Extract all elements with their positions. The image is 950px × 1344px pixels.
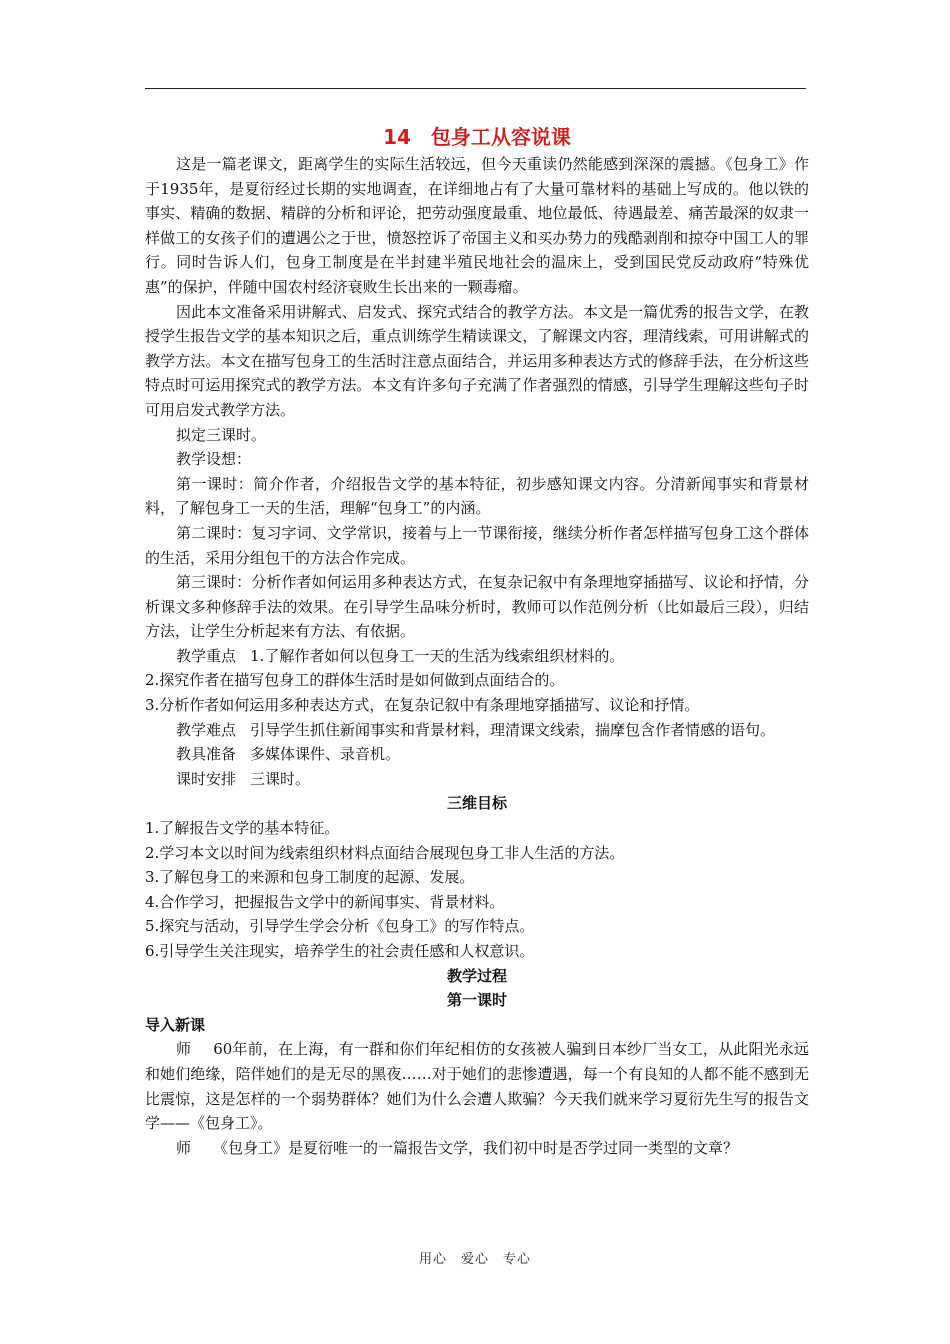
schedule-label: 课时安排 [176, 769, 237, 788]
teacher-paragraph-2 [145, 1136, 809, 1161]
schedule-text: 三课时。 [250, 769, 311, 788]
intro-paragraph-2: 因此本文准备采用讲解式、启发式、探究式结合的教学方法。本文是一篇优秀的报告文学，在教授学生报告文学的基本知识之后，重点训练学生精读课文，了解课文内容，理清线索，可用讲解式的教学方法。本文在描写包身工的生活时注意点面结合，并运用多种表达方式的修辞手法，在分析这些特点时可运用探究式的教学方法。本文有许多句子充满了作者强烈的情感，引导学生理解这些句子时可用启发式教学方法。 [145, 302, 809, 419]
tools-label: 教具准备 [176, 745, 237, 764]
focus-line [145, 644, 809, 669]
intro-paragraph-3: 拟定三课时。 [176, 425, 267, 444]
focus-item-2: 2.探究作者在描写包身工的群体生活时是如何做到点面结合的。 [145, 671, 565, 690]
speaker-label: 师 [176, 1138, 192, 1157]
focus-item-3: 3.分析作者如何运用多种表达方式，在复杂记叙中有条理地穿插描写、议论和抒情。 [145, 696, 700, 715]
intro-paragraph-7: 第三课时：分析作者如何运用多种表达方式，在复杂记叙中有条理地穿插描写、议论和抒情，分析课文多种修辞手法的效果。在引导学生品味分析时，教师可以作范例分析（比如最后三段），归结方法，让学生分析起来有方法、有依据。 [145, 573, 809, 641]
goal-item: 6.引导学生关注现实，培养学生的社会责任感和人权意识。 [145, 942, 535, 960]
goals-heading: 三维目标 [446, 794, 507, 813]
intro-paragraph-1: 这是一篇老课文，距离学生的实际生活较远，但今天重读仍然能感到深深的震撼。《包身工》作于1935年，是夏衍经过长期的实地调查，在详细地占有了大量可靠材料的基础上写成的。他以铁的事实、精确的数据、精辟的分析和评论，把劳动强度最重、地位最低、待遇最差、痛苦最深的奴隶一样做工的女孩子们的遭遇公之于世，愤怒控诉了帝国主义和买办势力的残酷剥削和掠夺中国工人的罪行。同时告诉人们，包身工制度是在半封建半殖民地社会的温床上，受到国民党反动政府“特殊优惠”的保护，伴随中国农村经济衰败生长出来的一颗毒瘤。 [145, 155, 809, 296]
speaker-label: 师 [176, 1040, 192, 1059]
header-rule [145, 88, 806, 89]
difficulty-text: 引导学生抓住新闻事实和背景材料，理清课文线索，揣摩包含作者情感的语句。 [250, 720, 776, 739]
lesson-number: 14 [383, 125, 411, 149]
goal-item: 5.探究与活动，引导学生学会分析《包身工》的写作特点。 [145, 917, 535, 936]
tools-line [145, 742, 809, 767]
focus-item-1: 1.了解作者如何以包身工一天的生活为线索组织材料的。 [250, 646, 625, 665]
teacher-paragraph-1 [145, 1037, 809, 1135]
goal-item: 1.了解报告文学的基本特征。 [145, 819, 340, 838]
goal-item: 4.合作学习，把握报告文学中的新闻事实、背景材料。 [145, 892, 505, 911]
goal-item: 2.学习本文以时间为线索组织材料点面结合展现包身工非人生活的方法。 [145, 843, 625, 862]
teacher-text-2: 《包身工》是夏衍唯一的一篇报告文学，我们初中时是否学过同一类型的文章？ [213, 1138, 739, 1157]
focus-label: 教学重点 [176, 646, 237, 665]
intro-paragraph-5: 第一课时：简介作者，介绍报告文学的基本特征，初步感知课文内容。分清新闻事实和背景材料，了解包身工一天的生活，理解“包身工”的内涵。 [145, 474, 809, 518]
lesson-one-heading: 第一课时 [446, 991, 507, 1010]
intro-paragraph-4: 教学设想： [176, 450, 252, 469]
page-footer: 用心 爱心 专心 [418, 1252, 531, 1267]
schedule-line [145, 767, 809, 792]
document-body [145, 124, 809, 1160]
tools-text: 多媒体课件、录音机。 [250, 745, 401, 764]
intro-paragraph-6: 第二课时：复习字词、文学常识，接着与上一节课衔接，继续分析作者怎样描写包身工这个群体的生活，采用分组包干的方法合作完成。 [145, 523, 809, 567]
process-heading: 教学过程 [446, 966, 507, 985]
title-text: 包身工从容说课 [430, 125, 571, 149]
goal-item: 3.了解包身工的来源和包身工制度的起源、发展。 [145, 868, 475, 887]
section-heading: 导入新课 [145, 1015, 206, 1034]
page-title [145, 124, 809, 150]
difficulty-label: 教学难点 [176, 720, 237, 739]
difficulty-line [145, 718, 809, 743]
teacher-text-1: 60年前，在上海，有一群和你们年纪相仿的女孩被人骗到日本纱厂当女工，从此阳光永远和她们绝缘，陪伴她们的是无尽的黑夜……对于她们的悲惨遭遇，每一个有良知的人都不能不感到无比震惊，这是怎样的一个弱势群体？她们为什么会遭人欺骗？今天我们就来学习夏衍先生写的报告文学——《包身工》。 [145, 1040, 809, 1133]
